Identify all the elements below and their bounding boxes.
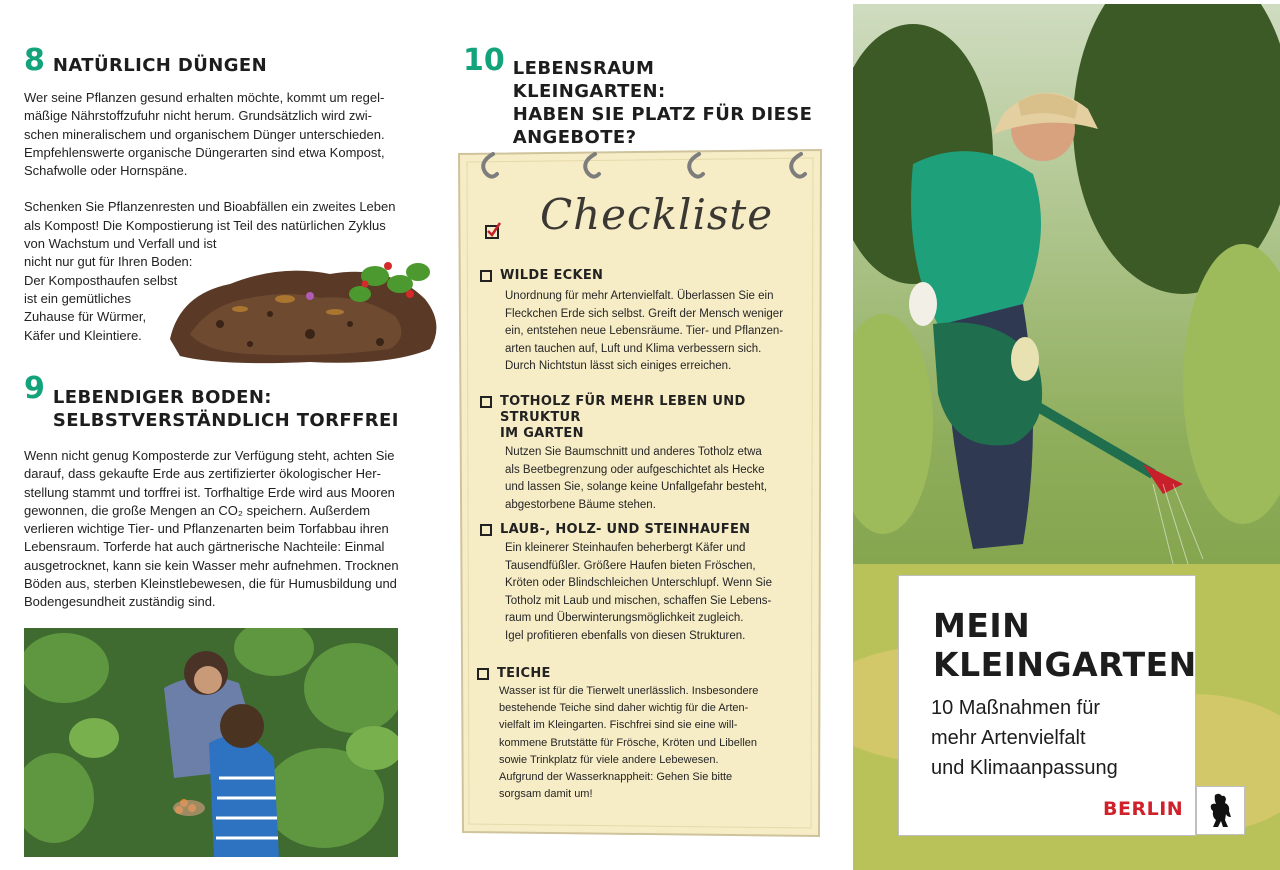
section-8-heading (24, 43, 404, 78)
section-title: NATÜRLICH DÜNGEN (52, 55, 268, 76)
checklist-item-text: Ein kleinerer Steinhaufen beherbergt Käfer und Tausendfüßler. Größere Haufen bieten Fröschen, Kröten oder Blindschleichen Unterschlupf. Wenn Sie Totholz mit Laub und mischen, schaffen Sie Lebens- raum und Überwinterungsmöglichkeit zugleich. Igel profitieren ebenfalls von diesen Strukturen. (505, 542, 772, 642)
checkbox[interactable] (477, 668, 489, 680)
section-title (53, 374, 399, 432)
checkbox[interactable] (480, 396, 492, 408)
section-8-paragraph-1: Wer seine Pflanzen gesund erhalten möchte, kommt um regel- mäßige Nährstoffzufuhr nicht herum. Grundsätzlich wird zwi- schen mineralischem und organischem Dünger unterschieden. Empfehlenswerte organische Düngerarten sind etwa Kompost, Schafwolle oder Hornspäne. (24, 90, 385, 179)
section-title-line-2: SELBSTVERSTÄNDLICH TORFFREI (52, 410, 399, 431)
section-8-paragraph-2: Schenken Sie Pflanzenresten und Bioabfällen ein zweites Leben als Kompost! Die Kompostierung ist Teil des natürlichen Zyklus von Wachstum und Verfall und ist nicht nur gut für Ihren Boden: Der Komposthaufen selbst ist ein gemütliches Zuhause für Würmer, Käfer und Kleintiere. (24, 199, 396, 343)
berlin-logo-text: BERLIN (1103, 798, 1184, 820)
checklist-item[interactable] (480, 394, 800, 514)
brochure-title-box (898, 575, 1196, 836)
brochure-title: MEIN KLEINGARTEN (933, 606, 1197, 684)
checklist-item-title: WILDE ECKEN (480, 268, 800, 284)
section-10 (463, 43, 823, 149)
section-title (513, 46, 813, 149)
checklist-item-title: TEICHE (477, 666, 797, 682)
section-9-heading (24, 371, 404, 432)
checklist-item-title: TOTHOLZ FÜR MEHR LEBEN UND STRUKTUR IM GARTEN (480, 394, 800, 442)
section-10-heading (463, 43, 823, 149)
section-9 (24, 371, 404, 612)
bear-icon (1197, 787, 1244, 834)
checked-box-icon (484, 222, 502, 240)
checkbox[interactable] (480, 270, 492, 282)
checklist-title: Checkliste (540, 190, 774, 239)
section-number: 8 (24, 43, 45, 78)
section-number: 10 (463, 43, 505, 78)
checkbox[interactable] (480, 524, 492, 536)
section-title-line-3: ANGEBOTE? (512, 127, 637, 148)
checklist-item[interactable] (477, 666, 797, 803)
section-title-line-1: LEBENDIGER BODEN: (52, 387, 272, 408)
berlin-bear-logo (1196, 786, 1245, 835)
compost-heap-illustration (160, 254, 440, 369)
checklist-item-text: Unordnung für mehr Artenvielfalt. Überlassen Sie ein Fleckchen Erde sich selbst. Greift der Mensch weniger ein, entstehen neue Lebensräume. Tier- und Pflanzen- arten tauchen auf, Luft und Klima verbessern sich. Durch Nichtstun lässt sich einiges erreichen. (505, 290, 784, 372)
checklist-item[interactable] (480, 268, 800, 376)
brochure-subtitle: 10 Maßnahmen für mehr Artenvielfalt und Klimaanpassung (931, 697, 1118, 779)
checklist-item-text: Nutzen Sie Baumschnitt und anderes Totholz etwa als Beetbegrenzung oder aufgeschichtet als Hecke und lassen Sie, solange keine Unfallgefahr besteht, abgestorbene Bäume stehen. (505, 446, 768, 511)
garden-family-photo (24, 628, 398, 857)
section-title-line-1: LEBENSRAUM KLEINGARTEN: (512, 58, 666, 102)
section-number: 9 (24, 371, 45, 406)
checklist-item[interactable] (480, 522, 800, 645)
section-9-paragraph: Wenn nicht genug Komposterde zur Verfügung steht, achten Sie darauf, dass gekaufte Erde aus zertifizierter ökologischer Her- stellung stammt und torffrei ist. Torfhaltige Erde wird aus Mooren gewonnen, die große Mengen an CO₂ speichern. Außerdem verlieren wichtige Tier- und Pflanzenarten beim Torfabbau ihren Lebensraum. Torferde hat auch gärtnerische Nachteile: Einmal ausgetrocknet, kann sie kein Wasser mehr aufnehmen. Trocknen Böden aus, sterben Kleinstlebewesen, die für Humusbildung und Bodengesundheit zuständig sind. (24, 448, 399, 610)
checklist-item-text: Wasser ist für die Tierwelt unerlässlich. Insbesondere bestehende Teiche sind daher wichtig für die Arten- vielfalt im Kleingarten. Fischfrei sind sie eine will- kommene Brutstätte für Frösche, Kröten und Libellen sowie Trinkplatz für viele andere Lebewesen. Aufgrund der Wasserknappheit: Gehen Sie bitte sorgsam damit um! (499, 685, 759, 801)
section-title-line-2: HABEN SIE PLATZ FÜR DIESE (512, 104, 813, 125)
checklist-item-title: LAUB-, HOLZ- UND STEINHAUFEN (480, 522, 800, 538)
